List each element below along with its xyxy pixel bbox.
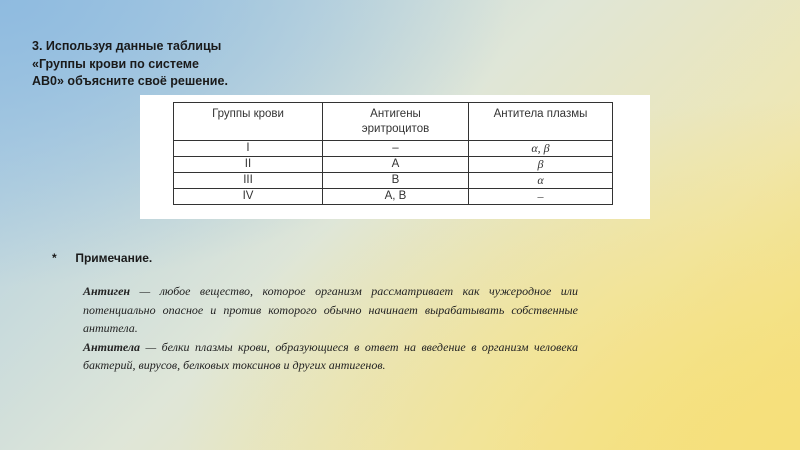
cell-antibodies: α [469, 173, 613, 189]
note-title: Примечание. [75, 251, 153, 265]
table-row [174, 141, 613, 157]
task-line: АВ0» объясните своё решение. [32, 74, 228, 88]
header-antibodies [469, 103, 613, 141]
definition-text: — белки плазмы крови, образующиеся в ответ на введение в организм человека бактерий, вирусов, белковых токсинов и других антигенов. [83, 339, 578, 372]
cell-group: I [174, 141, 323, 157]
cell-antigens: B [323, 173, 469, 189]
definition-term: Антитела [83, 339, 141, 354]
task-line: «Группы крови по системе [32, 56, 199, 71]
task-line: 3. Используя данные таблицы [32, 39, 222, 53]
definition-text: — любое вещество, которое организм рассматривает как чужеродное или потенциально опасное и против которого обычно начинает вырабатывать собственные антитела. [83, 284, 578, 335]
cell-antigens: A [323, 157, 469, 173]
header-blood-group-label: Группы крови [212, 108, 284, 120]
task-text [32, 38, 272, 91]
definitions-block [83, 282, 578, 375]
definition-term: Антиген [83, 284, 131, 298]
cell-antibodies: – [469, 189, 613, 205]
table-row [174, 157, 613, 173]
cell-group: III [174, 173, 323, 189]
blood-groups-table [173, 102, 613, 205]
definition-antibodies [83, 338, 578, 375]
definition-antigen [83, 282, 578, 338]
table-row [174, 173, 613, 189]
cell-group: IV [174, 189, 323, 205]
cell-antigens: A, B [323, 189, 469, 205]
blood-groups-table-panel [140, 95, 650, 219]
header-antibodies-label: Антитела плазмы [493, 108, 588, 120]
header-antigens-line: эритроцитов [361, 122, 430, 135]
cell-antigens: – [323, 141, 469, 157]
note-heading [52, 251, 152, 265]
header-blood-group [174, 103, 323, 141]
table-row [174, 189, 613, 205]
cell-group: II [174, 157, 323, 173]
cell-antibodies: α, β [469, 141, 613, 157]
note-bullet: * [52, 251, 57, 265]
cell-antibodies: β [469, 157, 613, 173]
table-header-row [174, 103, 613, 141]
header-antigens-line: Антигены [370, 107, 421, 120]
header-antigens [323, 103, 469, 141]
